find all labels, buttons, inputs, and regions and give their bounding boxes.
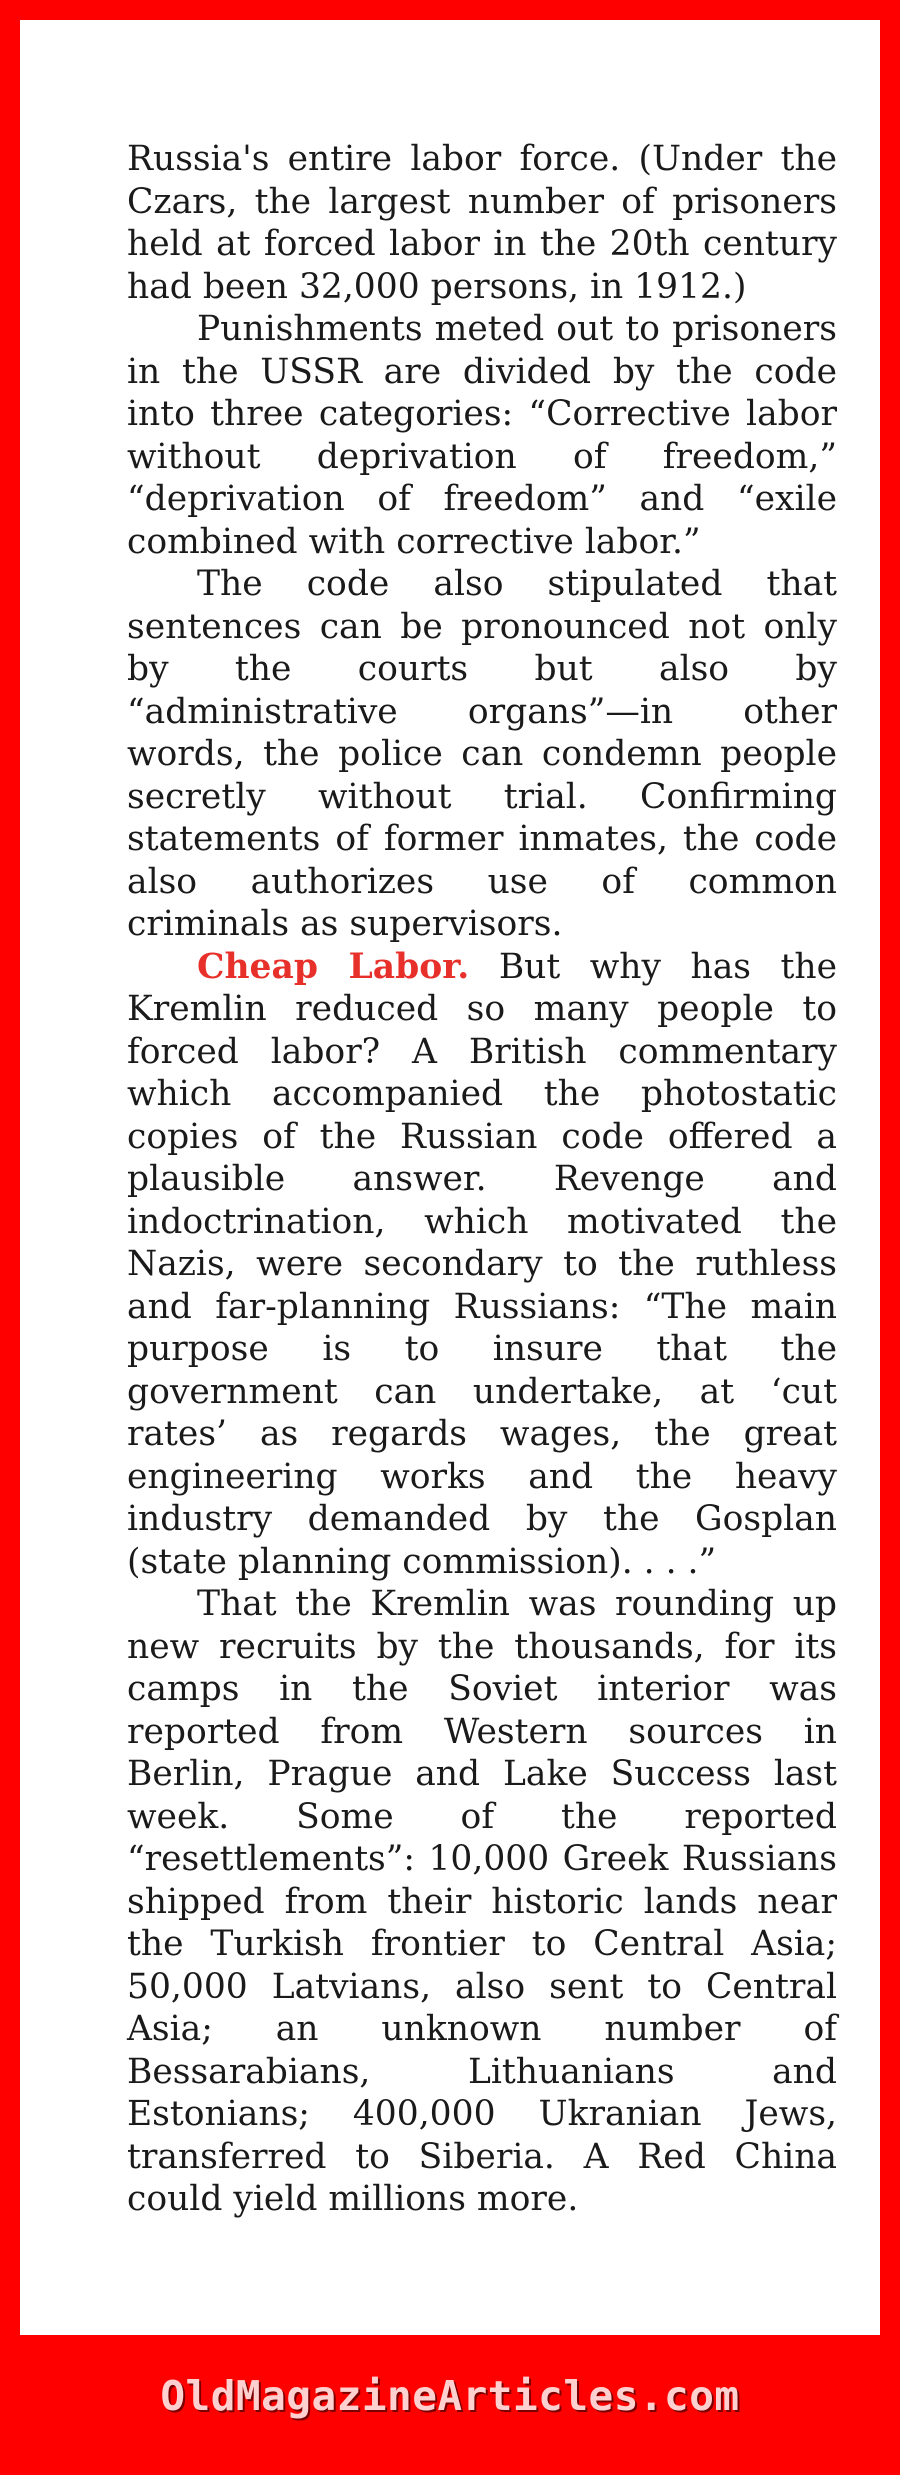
paragraph-2-text: Punishments meted out to prisoners in the USSR are divided by the code into three categories: “Corrective labor without deprivation of freedom,” “deprivation of freedom” and “exile combined with corrective labor.” — [127, 309, 837, 562]
section-subhead: Cheap Labor. — [197, 946, 470, 987]
article-page — [20, 20, 880, 2335]
site-watermark: OldMagazineArticles.com — [160, 2372, 740, 2420]
paragraph-5 — [127, 1583, 837, 2221]
paragraph-5-text: That the Kremlin was rounding up new recruits by the thousands, for its camps in the Soviet interior was reported from Western sources in Berlin, Prague and Lake Success last week. Some of the reported “resettlements”: 10,000 Greek Russians shipped from their historic lands near the Turkish frontier to Central Asia; 50,000 Latvians, also sent to Central Asia; an unknown number of Bessarabians, Lithuanians and Estonians; 400,000 Ukranian Jews, transferred to Siberia. A Red China could yield millions more. — [127, 1584, 837, 2219]
paragraph-4 — [127, 946, 837, 1584]
paragraph-1 — [127, 138, 837, 308]
paragraph-4-text: But why has the Kremlin reduced so many people to forced labor? A British commentary which accompanied the photostatic copies of the Russian code offered a plausible answer. Revenge and indoctrination, which motivated the Nazis, were secondary to the ruthless and far-planning Russians: “The main purpose is to insure that the government can undertake, at ‘cut rates’ as regards wages, the great engineering works and the heavy industry demanded by the Gosplan (state planning commission). . . .” — [127, 946, 838, 1582]
paragraph-3-text: The code also stipulated that sentences can be pronounced not only by the courts but also by “administrative organs”—in other words, the police can condemn people secretly without trial. Confirming statements of former inmates, the code also authorizes use of common criminals as supervisors. — [127, 564, 837, 944]
article-column — [127, 138, 837, 2221]
paragraph-2 — [127, 308, 837, 563]
paragraph-3 — [127, 563, 837, 946]
paragraph-1-text: Russia's entire labor force. (Under the Czars, the largest number of prisoners held at forced labor in the 20th century had been 32,000 persons, in 1912.) — [127, 139, 837, 307]
